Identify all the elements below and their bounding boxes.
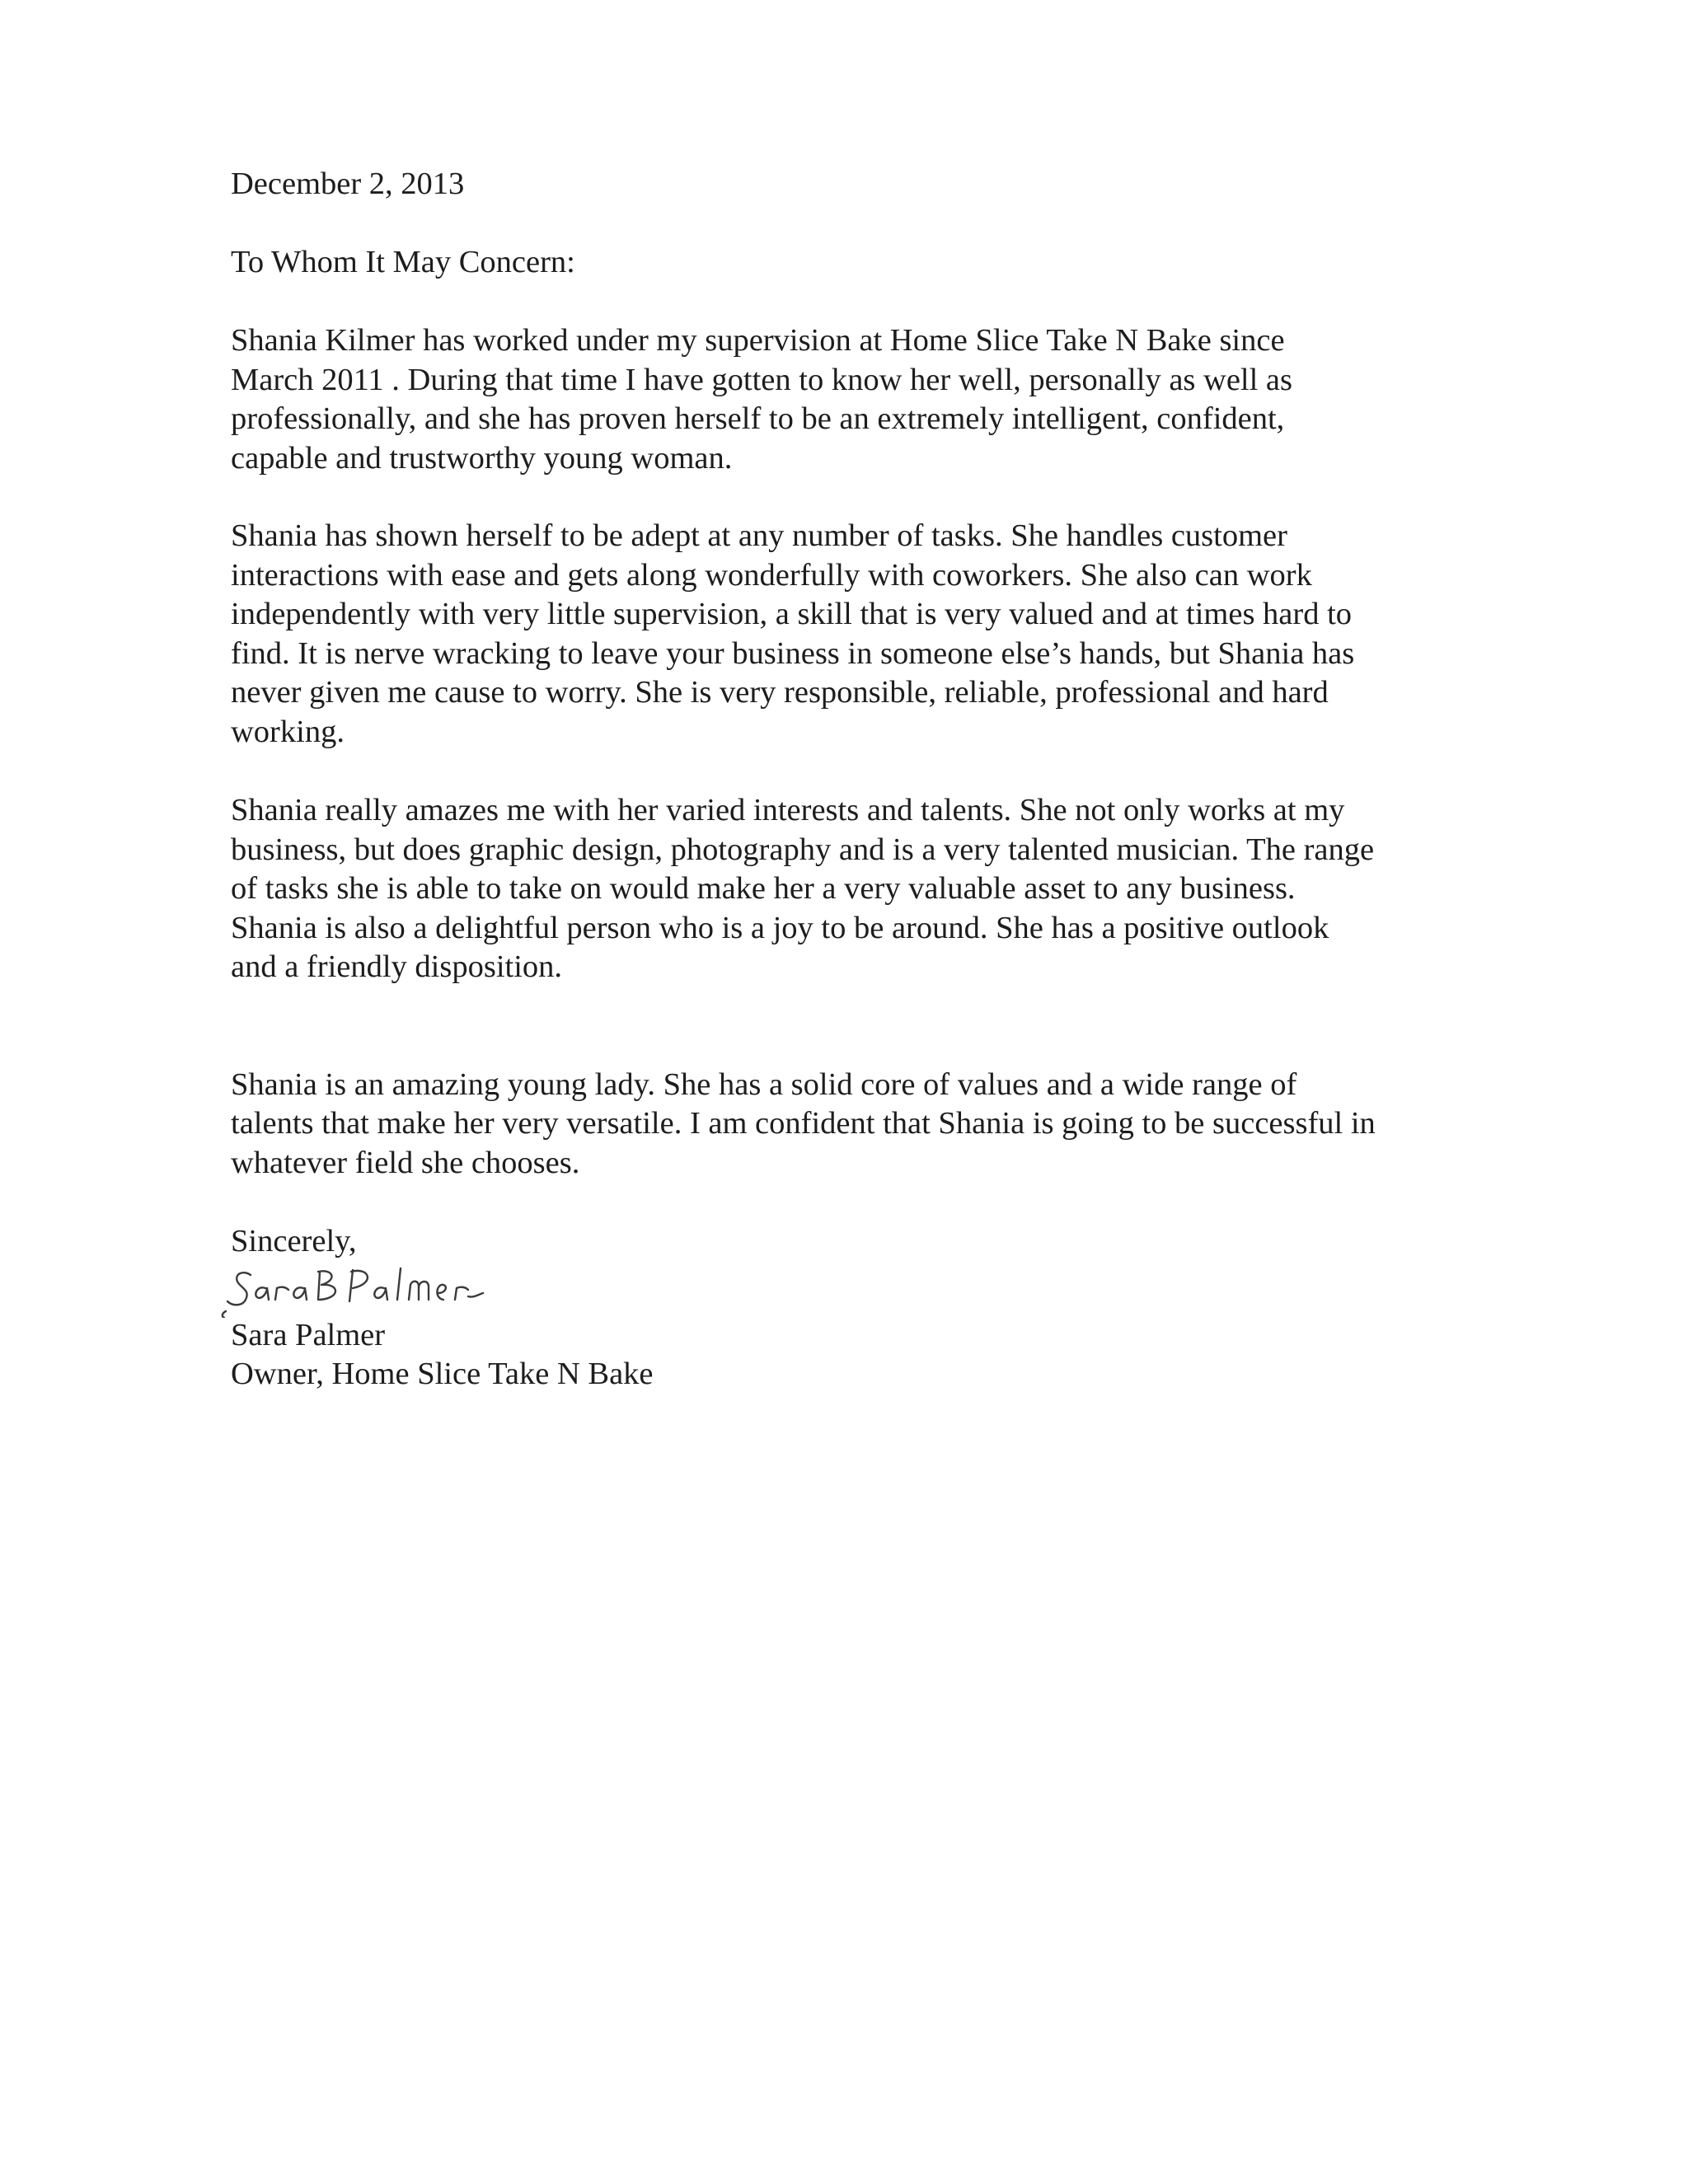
paragraph-line: March 2011 . During that time I have gotten to know her well, personally as well as	[231, 362, 1293, 397]
paragraph-line: and a friendly disposition.	[231, 949, 563, 984]
paragraph-line: Shania is an amazing young lady. She has a solid core of values and a wide range of	[231, 1066, 1297, 1102]
paragraph-line: professionally, and she has proven herself to be an extremely intelligent, confident,	[231, 401, 1285, 436]
paragraph-line: capable and trustworthy young woman.	[231, 440, 733, 476]
paragraph-line: find. It is nerve wracking to leave your business in someone else’s hands, but Shania has	[231, 635, 1355, 671]
paragraph-line: independently with very little supervision, a skill that is very valued and at times hard to	[231, 597, 1353, 631]
salutation: To Whom It May Concern:	[231, 244, 575, 279]
paragraph-line: working.	[231, 714, 345, 749]
paragraph-line: never given me cause to worry. She is very responsible, reliable, professional and hard	[231, 675, 1329, 710]
paragraph-line: Shania has shown herself to be adept at any number of tasks. She handles customer	[231, 518, 1287, 553]
paragraph-line: business, but does graphic design, photography and is a very talented musician. The range	[231, 832, 1375, 867]
letter-body	[231, 165, 1467, 1394]
paragraph-line: Shania Kilmer has worked under my supervision at Home Slice Take N Bake since	[231, 323, 1285, 358]
paragraph-line: of tasks she is able to take on would make her a very valuable asset to any business.	[231, 871, 1296, 906]
paragraph-1	[231, 321, 1467, 478]
paragraph-line: Shania is also a delightful person who is a joy to be around. She has a positive outlook	[231, 910, 1329, 945]
paragraph-line: interactions with ease and gets along wonderfully with coworkers. She also can work	[231, 557, 1312, 593]
paragraph-3	[231, 791, 1467, 987]
closing: Sincerely,	[231, 1224, 357, 1258]
paragraph-2	[231, 517, 1467, 752]
paragraph-line: talents that make her very versatile. I am confident that Shania is going to be successful in	[231, 1106, 1376, 1141]
paragraph-4	[231, 1066, 1467, 1183]
handwritten-signature	[214, 1263, 495, 1318]
signer-name: Sara Palmer	[231, 1317, 386, 1352]
paragraph-line: whatever field she chooses.	[231, 1145, 580, 1180]
signer-title: Owner, Home Slice Take N Bake	[231, 1357, 654, 1391]
paragraph-line: Shania really amazes me with her varied interests and talents. She not only works at my	[231, 793, 1345, 827]
letter-date: December 2, 2013	[231, 166, 465, 201]
